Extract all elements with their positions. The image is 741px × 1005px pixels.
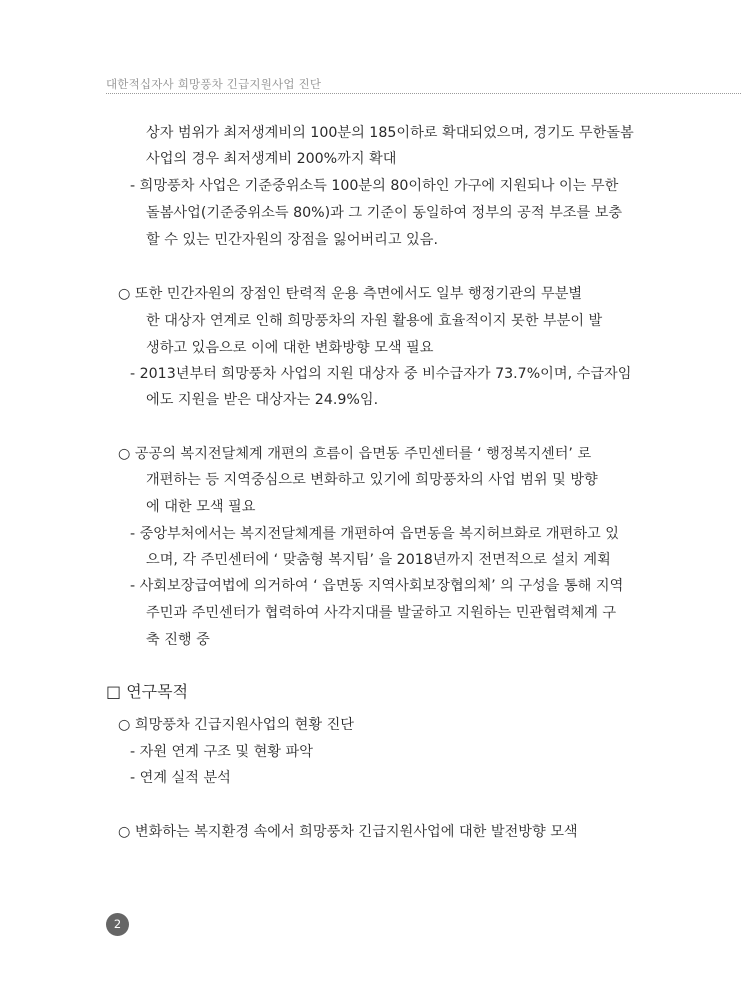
body-line: 에 대한 모색 필요: [146, 499, 256, 515]
header-divider: [106, 93, 741, 94]
circle-item: ○ 희망풍차 긴급지원사업의 현황 진단: [118, 717, 354, 733]
dash-item: - 자원 연계 구조 및 현황 파악: [130, 744, 313, 760]
dash-item: - 중앙부처에서는 복지전달체계를 개편하여 읍면동을 복지허브화로 개편하고 있: [130, 526, 619, 542]
circle-item: ○ 변화하는 복지환경 속에서 희망풍차 긴급지원사업에 대한 발전방향 모색: [118, 824, 578, 840]
body-line: 에도 지원을 받은 대상자는 24.9%임.: [146, 392, 379, 408]
dash-item: - 사회보장급여법에 의거하여 ‘ 읍면동 지역사회보장협의체’ 의 구성을 통해 지역: [130, 578, 624, 594]
body-line: 주민과 주민센터가 협력하여 사각지대를 발굴하고 지원하는 민관협력체계 구: [146, 605, 617, 621]
dash-item: - 희망풍차 사업은 기준중위소득 100분의 80이하인 가구에 지원되나 이는 무한: [130, 178, 619, 194]
body-line: 생하고 있음으로 이에 대한 변화방향 모색 필요: [146, 340, 434, 356]
dash-item: - 2013년부터 희망풍차 사업의 지원 대상자 중 비수급자가 73.7%이며, 수급자임: [130, 366, 632, 382]
body-line: 할 수 있는 민간자원의 장점을 잃어버리고 있음.: [146, 232, 438, 248]
body-line: 돌봄사업(기준중위소득 80%)과 그 기준이 동일하여 정부의 공적 부조를 보충: [146, 205, 623, 221]
body-line: 한 대상자 연계로 인해 희망풍차의 자원 활용에 효율적이지 못한 부분이 발: [146, 313, 603, 329]
body-line: 개편하는 등 지역중심으로 변화하고 있기에 희망풍차의 사업 범위 및 방향: [146, 472, 598, 488]
dash-item: - 연계 실적 분석: [130, 770, 231, 786]
body-line: 사업의 경우 최저생계비 200%까지 확대: [146, 151, 397, 167]
body-line: 축 진행 중: [146, 632, 210, 648]
running-header-title: 대한적십자사 희망풍차 긴급지원사업 진단: [106, 77, 322, 91]
section-heading: □ 연구목적: [106, 682, 189, 701]
body-line: 으며, 각 주민센터에 ‘ 맞춤형 복지팀’ 을 2018년까지 전면적으로 설치 계획: [146, 552, 611, 568]
circle-item: ○ 또한 민간자원의 장점인 탄력적 운용 측면에서도 일부 행정기관의 무분별: [118, 286, 583, 302]
circle-item: ○ 공공의 복지전달체계 개편의 흐름이 읍면동 주민센터를 ‘ 행정복지센터’ 로: [118, 446, 592, 462]
body-line: 상자 범위가 최저생계비의 100분의 185이하로 확대되었으며, 경기도 무한돌봄: [146, 125, 634, 141]
page-number-badge: 2: [106, 913, 129, 936]
